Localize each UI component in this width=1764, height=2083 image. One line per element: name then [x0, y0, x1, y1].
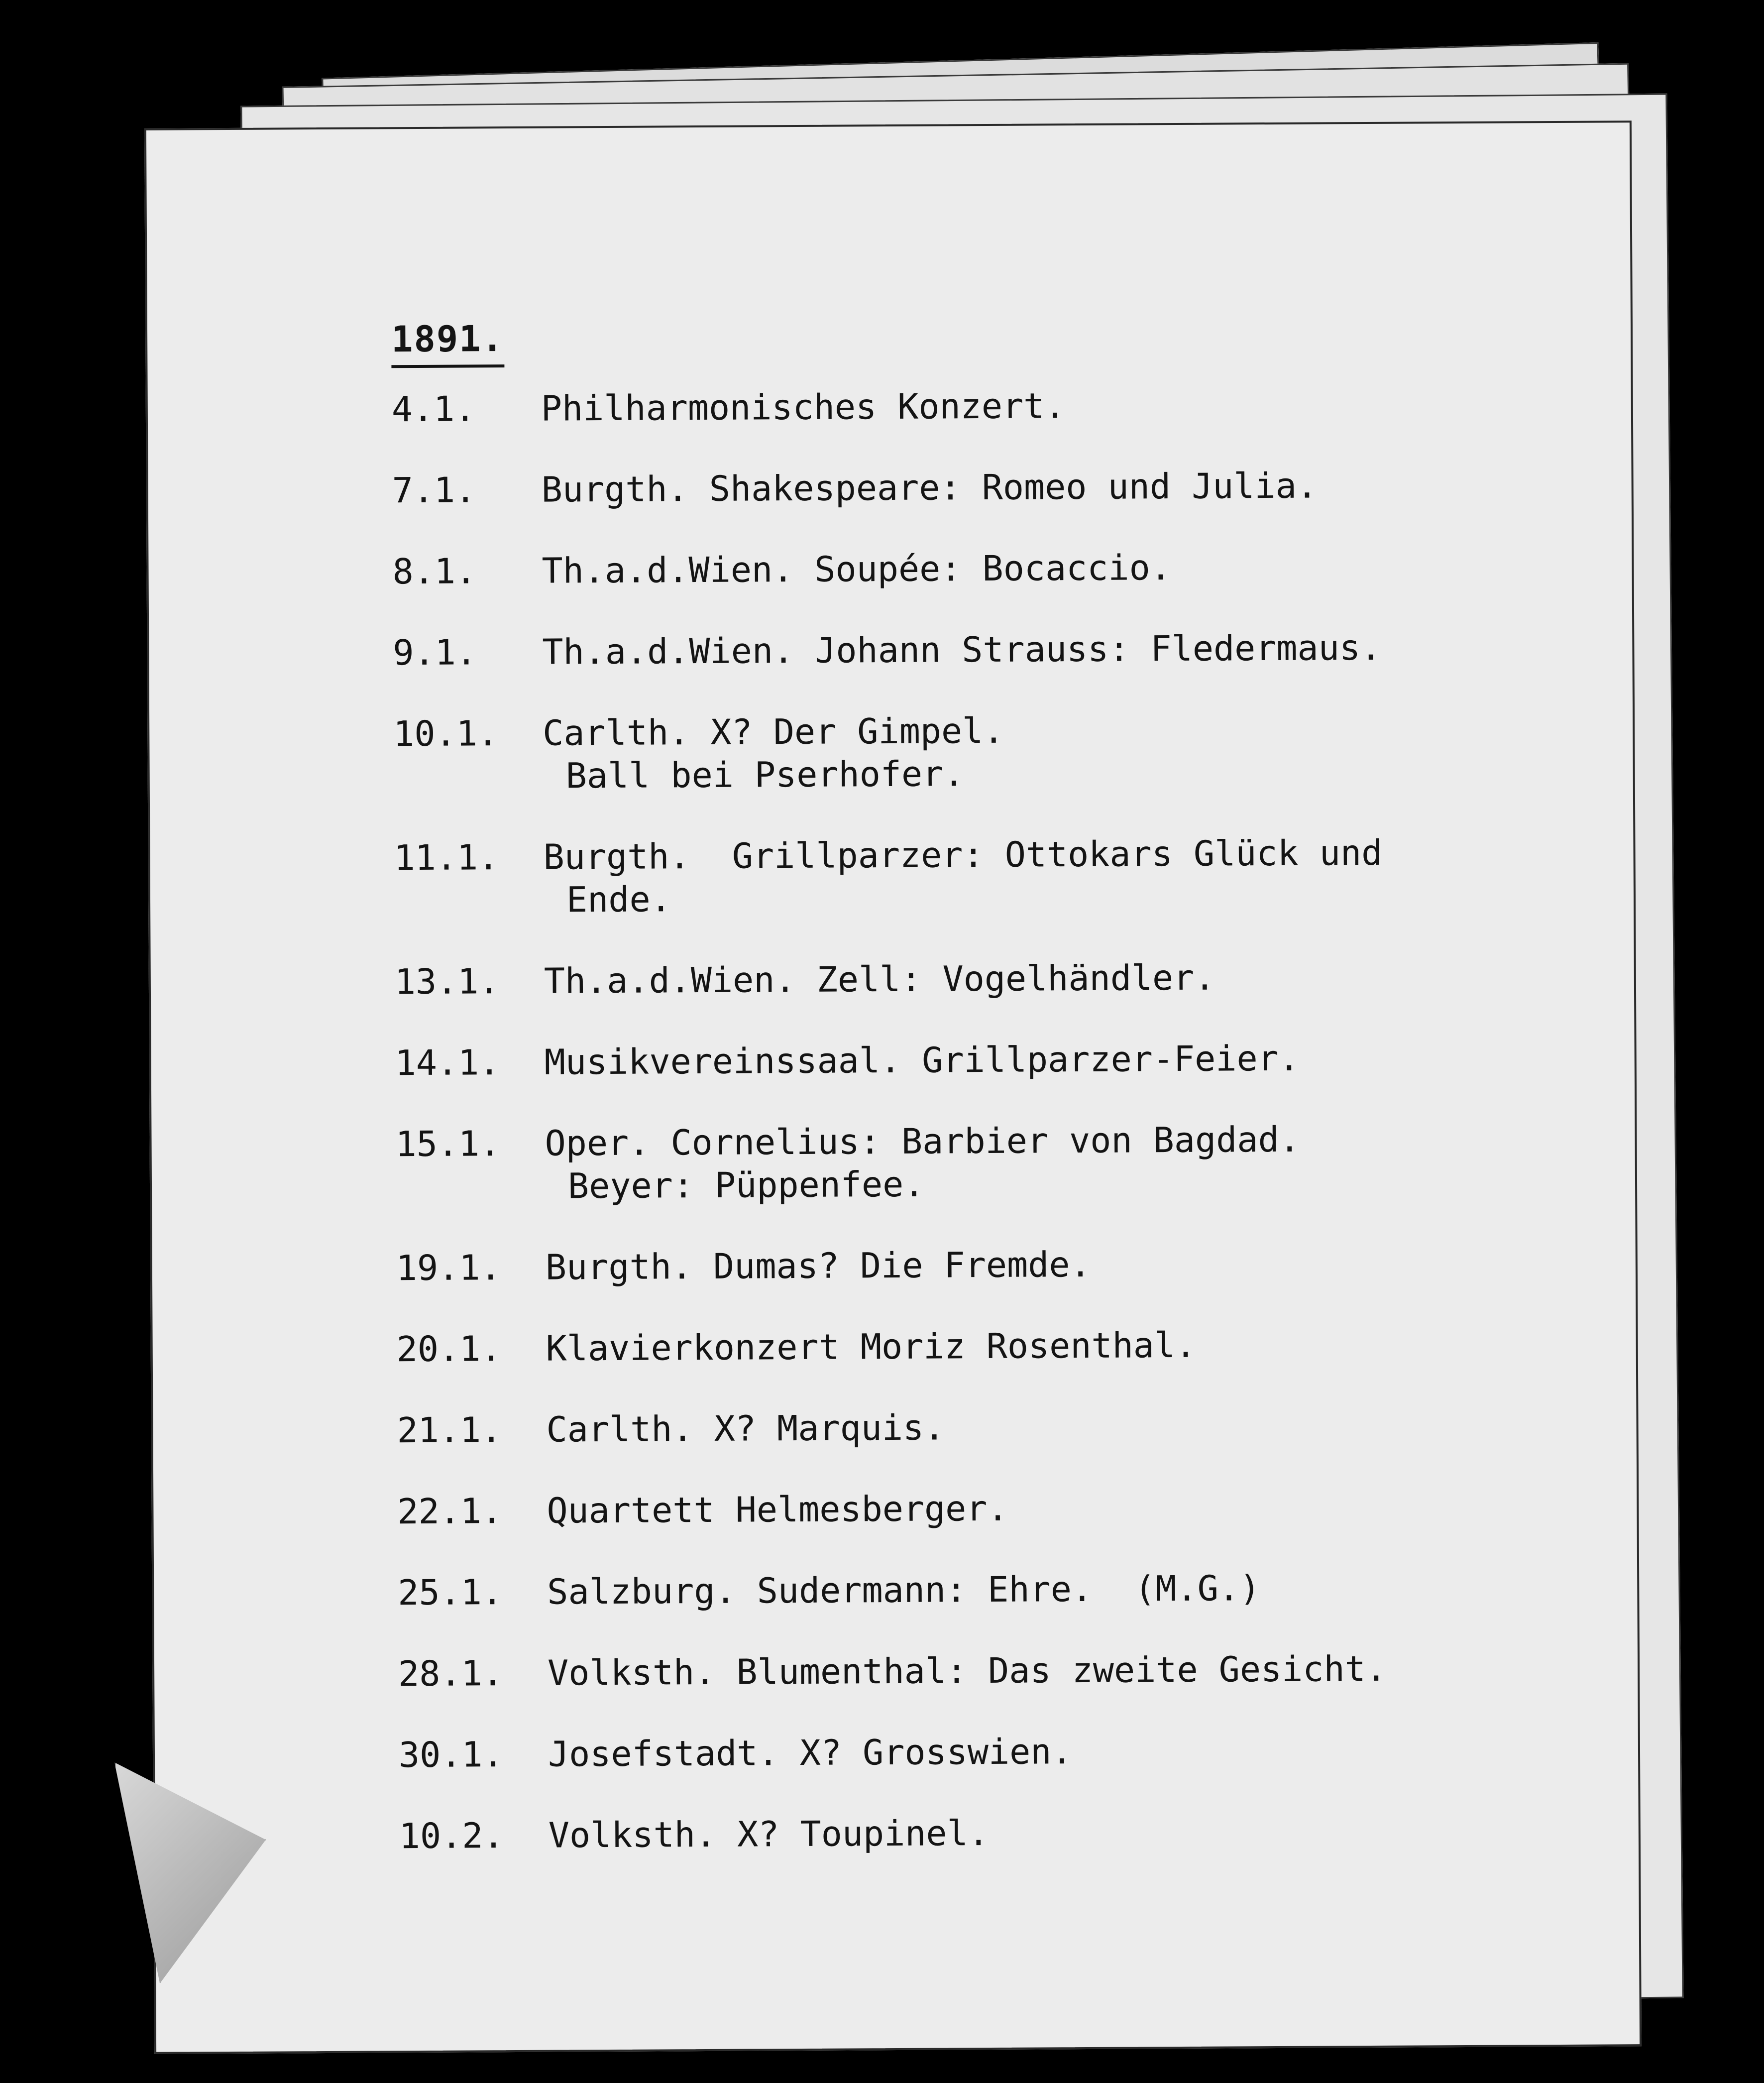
- entry-line: Ende.: [566, 879, 671, 921]
- list-item: [395, 954, 1589, 1004]
- entry-date: 7.1.: [392, 469, 476, 511]
- entry-text: [543, 706, 1588, 798]
- entry-line: Th.a.d.Wien. Johann Strauss: Fledermaus.: [542, 627, 1382, 673]
- entry-text: [548, 1646, 1593, 1695]
- entry-text: [541, 382, 1586, 430]
- entry-line: Klavierkonzert Moriz Rosenthal.: [546, 1324, 1197, 1369]
- entry-text: [546, 1241, 1591, 1289]
- entry-date: 21.1.: [397, 1409, 502, 1451]
- list-item: [393, 625, 1587, 675]
- list-item: [395, 1036, 1590, 1085]
- typed-list: [391, 312, 1594, 1896]
- entry-date: 14.1.: [395, 1042, 500, 1084]
- entry-text: [544, 954, 1589, 1003]
- entry-text: [545, 1036, 1590, 1084]
- entry-line: Musikvereinssaal. Grillparzer-Feier.: [544, 1038, 1300, 1083]
- entry-line: Burgth. Grillparzer: Ottokars Glück und: [543, 832, 1383, 878]
- entry-line: Th.a.d.Wien. Soupée: Bocaccio.: [542, 547, 1172, 591]
- entry-list: [392, 382, 1594, 1858]
- entry-date: 25.1.: [398, 1572, 503, 1614]
- entry-date: 10.2.: [399, 1815, 504, 1857]
- entry-text: [547, 1565, 1592, 1614]
- list-item: [392, 382, 1586, 431]
- list-item: [398, 1646, 1593, 1696]
- entry-line: Carlth. X? Der Gimpel.: [543, 710, 1004, 754]
- entry-text: [547, 1484, 1592, 1532]
- entry-date: 4.1.: [391, 388, 476, 430]
- entry-line: Volksth. X? Toupinel.: [548, 1813, 990, 1856]
- list-item: [394, 830, 1589, 923]
- list-item: [392, 463, 1586, 512]
- list-item: [399, 1728, 1593, 1777]
- entry-line: Burgth. Shakespeare: Romeo und Julia.: [541, 465, 1318, 510]
- entry-text: [543, 830, 1589, 922]
- entry-date: 28.1.: [398, 1653, 504, 1695]
- list-item: [396, 1241, 1591, 1290]
- entry-line: Beyer: Püppenfee.: [567, 1163, 925, 1207]
- entry-line: Salzburg. Sudermann: Ehre. (M.G.): [547, 1568, 1261, 1613]
- entry-line: Philharmonisches Konzert.: [541, 385, 1066, 429]
- entry-date: 13.1.: [394, 961, 500, 1003]
- entry-date: 30.1.: [398, 1734, 504, 1776]
- entry-line: Burgth. Dumas? Die Fremde.: [545, 1244, 1091, 1288]
- list-item: [398, 1565, 1592, 1615]
- entry-line: Quartett Helmesberger.: [547, 1488, 1008, 1531]
- entry-date: 20.1.: [396, 1328, 502, 1370]
- entry-line: Oper. Cornelius: Barbier von Bagdad.: [545, 1119, 1300, 1164]
- entry-date: 8.1.: [392, 551, 477, 592]
- entry-text: [546, 1322, 1591, 1370]
- entry-line: Josefstadt. X? Grosswien.: [548, 1731, 1073, 1775]
- year-heading: 1891.: [391, 318, 504, 368]
- entry-date: 11.1.: [394, 837, 499, 879]
- entry-text: [542, 544, 1587, 592]
- entry-text: [542, 625, 1587, 674]
- entry-text: [549, 1809, 1594, 1857]
- entry-date: 22.1.: [397, 1491, 503, 1532]
- entry-text: [545, 1117, 1590, 1208]
- entry-text: [548, 1728, 1593, 1776]
- entry-line: Ball bei Pserhofer.: [565, 753, 965, 797]
- front-page: [144, 120, 1642, 2054]
- entry-text: [541, 463, 1586, 511]
- list-item: [399, 1809, 1594, 1858]
- list-item: [397, 1484, 1592, 1533]
- entry-line: Th.a.d.Wien. Zell: Vogelhändler.: [544, 957, 1215, 1002]
- entry-text: [546, 1403, 1591, 1451]
- list-item: [397, 1403, 1591, 1452]
- entry-date: 9.1.: [393, 632, 477, 674]
- list-item: [392, 544, 1587, 593]
- entry-date: 10.1.: [393, 713, 499, 755]
- entry-date: 19.1.: [396, 1247, 501, 1289]
- list-item: [395, 1117, 1590, 1209]
- list-item: [397, 1322, 1591, 1371]
- entry-line: Carlth. X? Marquis.: [546, 1407, 945, 1450]
- entry-line: Volksth. Blumenthal: Das zweite Gesicht.: [547, 1648, 1387, 1694]
- entry-date: 15.1.: [395, 1123, 501, 1165]
- list-item: [393, 706, 1588, 799]
